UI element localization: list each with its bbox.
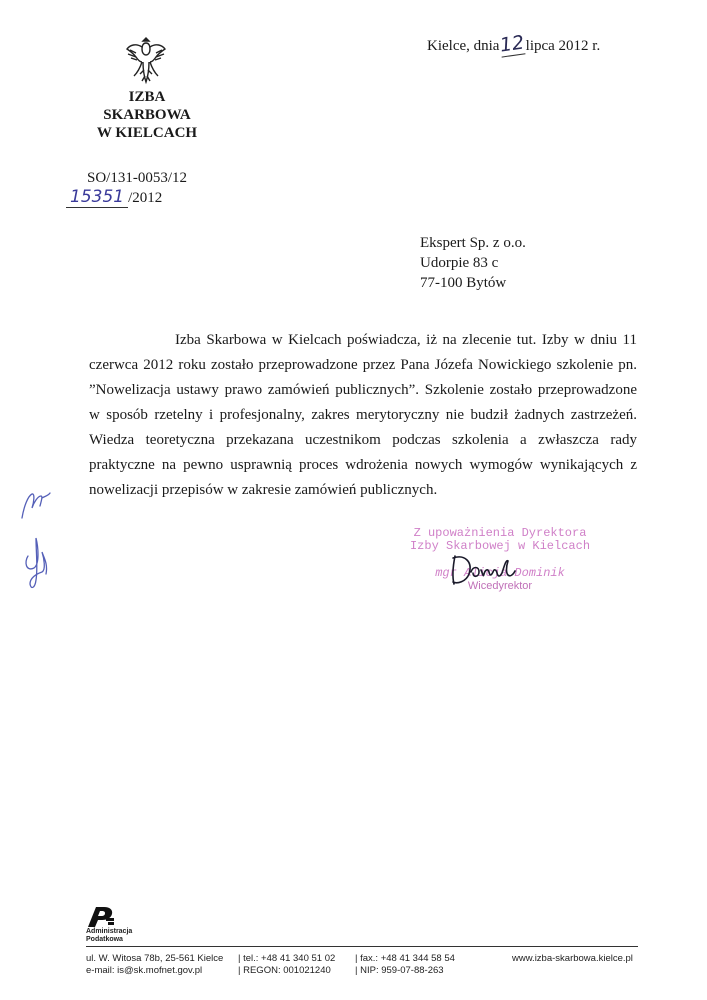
footer-tel-block [238,953,335,977]
stamp-signatory-role: Wicedyrektor [467,580,533,592]
footer-website: www.izba-skarbowa.kielce.pl [512,953,633,964]
stamp-line2: Izby Skarbowej w Kielcach [409,539,591,553]
logo-caption-line1: Administracja [86,928,133,935]
logo-caption-line2: Podatkowa [86,936,123,943]
organization-name [88,88,206,142]
margin-handwritten-note [12,478,72,608]
organization-name-line2: W KIELCACH [96,125,198,141]
reference-number-handwritten [66,187,162,208]
recipient-line: 77-100 Bytów [420,275,507,291]
reference-year: /2012 [128,190,163,206]
date-day-handwritten: 12 [498,31,526,57]
signature-handwritten [435,550,545,590]
footer-tel: | tel.: +48 41 340 51 02 [238,953,336,964]
recipient-line: Ekspert Sp. z o.o. [420,235,526,251]
reference-handwritten-number: 15351 [66,187,128,208]
footer-address: ul. W. Witosa 78b, 25-561 Kielce [86,953,224,964]
date-prefix: Kielce, dnia [427,38,500,54]
stamp-signatory-name: mgr Alicja Dominik [435,566,565,580]
body-paragraph: Izba Skarbowa w Kielcach poświadcza, iż na zlecenie tut. Izby w dniu 11 czerwca 2012 roku zostało przeprowadzone przez Pana Józefa Nowickiego szkolenie pn. ”Nowelizacja ustawy prawo zamówień publicznych”. Szkolenie zostało przeprowadzone w sposób rzetelny i profesjonalny, zakres merytoryczny nie budził żadnych zastrzeżeń. Wiedza teoretyczna przekazana uczestnikom podczas szkolenia a zwłaszcza rady praktyczne na pewno usprawnią proces wdrożenia nowych wymogów wynikających z nowelizacji przepisów w zakresie zamówień publicznych. [89,332,637,498]
reference-number: SO/131-0053/12 [87,170,188,186]
letter-body [89,328,637,503]
document-date [427,33,600,56]
footer-fax-block [355,953,455,977]
stamp-line1: Z upoważnienia Dyrektora [413,526,587,540]
footer-fax: | fax.: +48 41 344 58 54 [355,953,455,964]
recipient-address [420,233,526,293]
footer-regon: | REGON: 001021240 [238,965,331,976]
footer-divider [86,946,638,947]
administracja-podatkowa-logo-icon [86,905,120,929]
footer-address-block [86,953,223,977]
organization-name-line1: IZBA SKARBOWA [103,89,191,123]
recipient-line: Udorpie 83 c [420,255,499,271]
logo-caption [86,928,132,944]
eagle-emblem-icon [124,34,168,86]
date-suffix: lipca 2012 r. [525,38,601,54]
footer-email: e-mail: is@sk.mofnet.gov.pl [86,965,203,976]
footer-nip: | NIP: 959-07-88-263 [355,965,444,976]
